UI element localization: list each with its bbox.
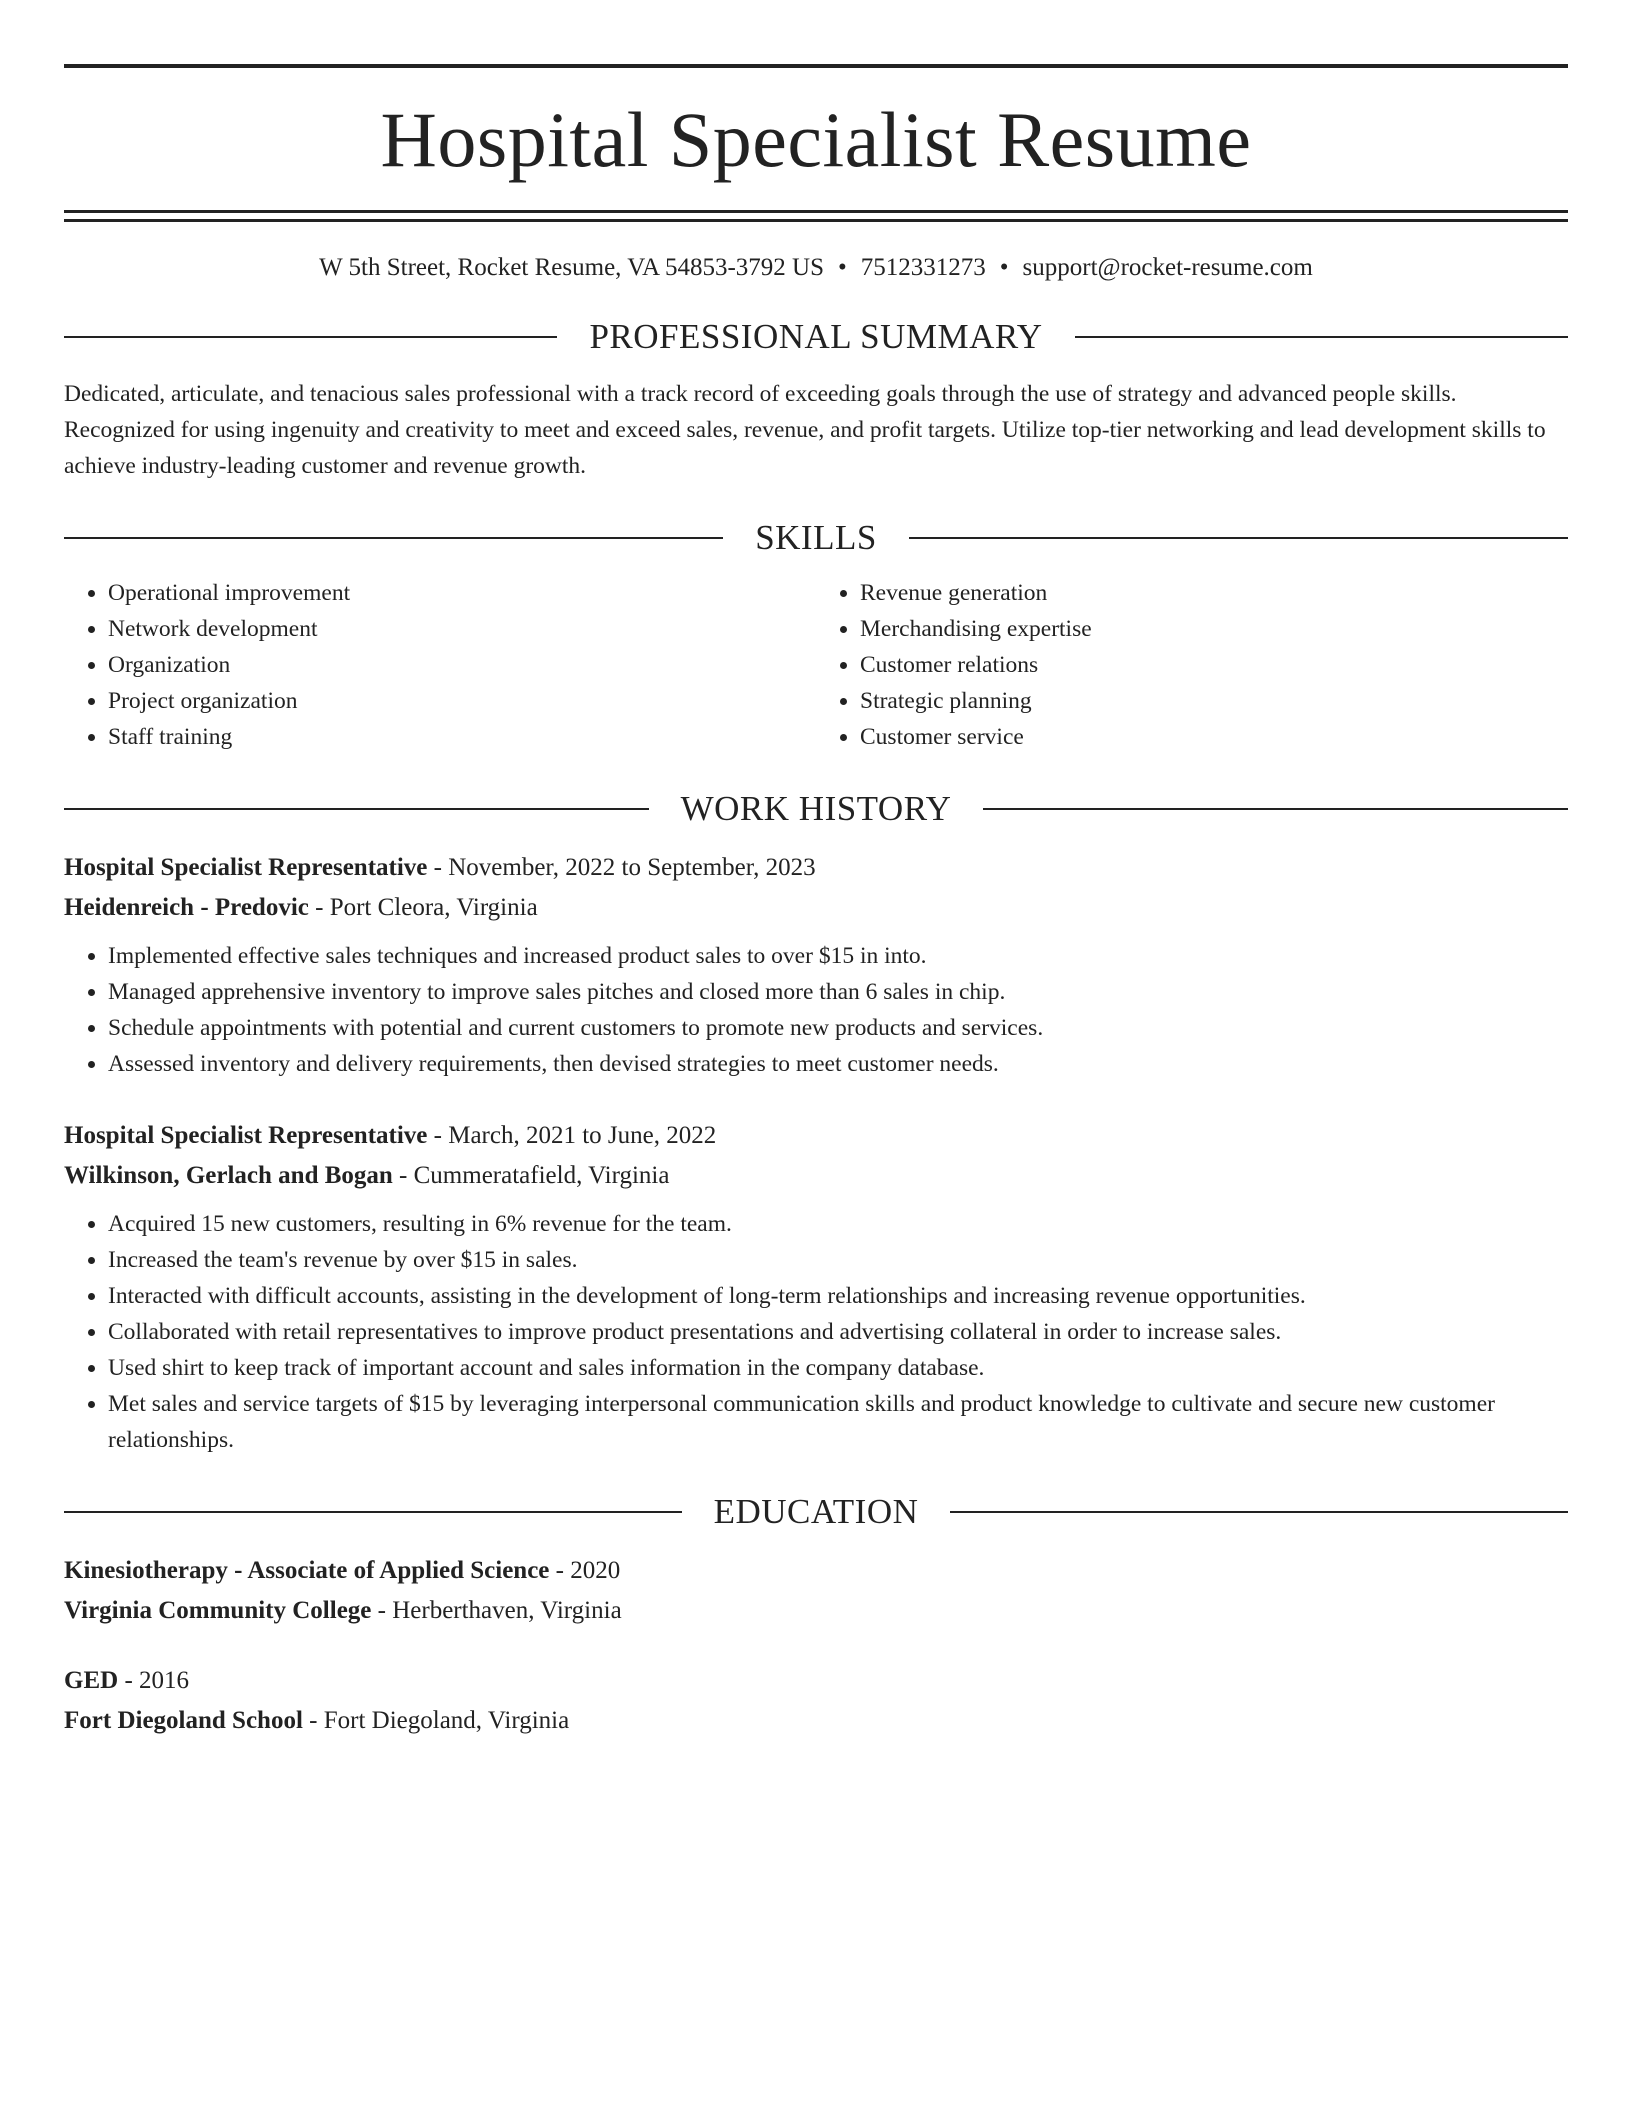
job-title: Hospital Specialist Representative: [64, 1122, 428, 1149]
heading-rule: [950, 1511, 1568, 1513]
skill-item: • Project organization: [108, 683, 816, 719]
job-bullets: [64, 938, 1568, 1082]
job-bullet: • Assessed inventory and delivery requirements, then devised strategies to meet customer needs.: [108, 1046, 1568, 1082]
heading-rule: [64, 1511, 682, 1513]
skill-item: • Revenue generation: [860, 575, 1568, 611]
job-bullet: • Used shirt to keep track of important account and sales information in the company database.: [108, 1350, 1568, 1386]
education-entry: [64, 1661, 1568, 1741]
skill-item: • Network development: [108, 611, 816, 647]
contact-phone: 7512331273: [860, 254, 986, 281]
top-rule: [64, 64, 1568, 68]
section-title: EDUCATION: [713, 1492, 919, 1531]
section-title: WORK HISTORY: [680, 789, 952, 828]
job-title-line: [64, 848, 1568, 888]
job-title-line: [64, 1116, 1568, 1156]
skill-item: • Merchandising expertise: [860, 611, 1568, 647]
job-bullet: • Increased the team's revenue by over $15 in sales.: [108, 1242, 1568, 1278]
job-entry: [64, 848, 1568, 1082]
contact-email: support@rocket-resume.com: [1022, 254, 1313, 281]
heading-rule: [64, 808, 649, 810]
dash: -: [308, 894, 330, 921]
job-entry: [64, 1116, 1568, 1458]
contact-separator: •: [838, 254, 847, 281]
section-title: SKILLS: [755, 518, 877, 557]
dash: -: [118, 1667, 140, 1694]
job-dates: March, 2021 to June, 2022: [448, 1122, 717, 1149]
job-bullet: • Acquired 15 new customers, resulting in 6% revenue for the team.: [108, 1206, 1568, 1242]
section-heading-skills: [64, 520, 1568, 555]
school-location: Fort Diegoland, Virginia: [323, 1707, 570, 1734]
job-company-line: [64, 1156, 1568, 1196]
school-line: [64, 1701, 1568, 1741]
job-bullet: • Met sales and service targets of $15 by leveraging interpersonal communication skills and product knowledge to cultivate and secure new customer relationships.: [108, 1386, 1568, 1458]
skill-item: • Organization: [108, 647, 816, 683]
school-name: Virginia Community College: [64, 1597, 372, 1624]
school-name: Fort Diegoland School: [64, 1707, 303, 1734]
heading-rule: [983, 808, 1568, 810]
section-heading-education: [64, 1494, 1568, 1529]
job-bullet: • Schedule appointments with potential and current customers to promote new products and services.: [108, 1010, 1568, 1046]
dash: -: [392, 1162, 414, 1189]
school-line: [64, 1591, 1568, 1631]
skills-column-left: [64, 575, 816, 755]
job-bullet: • Managed apprehensive inventory to improve sales pitches and closed more than 6 sales in chip.: [108, 974, 1568, 1010]
resume-page: [64, 64, 1568, 1741]
summary-text: Dedicated, articulate, and tenacious sales professional with a track record of exceeding goals through the use of strategy and advanced people skills. Recognized for using ingenuity and creativity to meet and exceed sales, revenue, and profit targets. Utilize top-tier networking and lead development skills to achieve industry-leading customer and revenue growth.: [64, 381, 1546, 479]
job-bullets: [64, 1206, 1568, 1458]
dash: -: [371, 1597, 393, 1624]
section-heading-work: [64, 791, 1568, 826]
job-company: Heidenreich - Predovic: [64, 894, 309, 921]
job-location: Port Cleora, Virginia: [329, 894, 538, 921]
contact-separator: •: [999, 254, 1009, 281]
title-double-rule: [64, 210, 1568, 222]
heading-rule: [64, 537, 723, 539]
job-dates: November, 2022 to September, 2023: [448, 854, 816, 881]
school-location: Herberthaven, Virginia: [392, 1597, 622, 1624]
job-company-line: [64, 888, 1568, 928]
section-title: PROFESSIONAL SUMMARY: [589, 317, 1043, 356]
skill-item: • Operational improvement: [108, 575, 816, 611]
skill-item: • Strategic planning: [860, 683, 1568, 719]
page-title: Hospital Specialist Resume: [380, 96, 1252, 183]
degree-line: [64, 1551, 1568, 1591]
degree-year: 2016: [139, 1667, 190, 1694]
degree-year: 2020: [570, 1557, 621, 1584]
job-title: Hospital Specialist Representative: [64, 854, 428, 881]
heading-rule: [1075, 336, 1568, 338]
skills-column-right: [816, 575, 1568, 755]
job-location: Cummeratafield, Virginia: [413, 1162, 670, 1189]
dash: -: [427, 1122, 449, 1149]
degree-name: GED: [64, 1667, 119, 1694]
skills-list: [64, 575, 1568, 755]
degree-name: Kinesiotherapy - Associate of Applied Science: [64, 1557, 550, 1584]
dash: -: [549, 1557, 571, 1584]
contact-line: [64, 253, 1568, 283]
dash: -: [302, 1707, 324, 1734]
job-bullet: • Interacted with difficult accounts, assisting in the development of long-term relationships and increasing revenue opportunities.: [108, 1278, 1568, 1314]
section-heading-summary: [64, 319, 1568, 354]
skill-item: • Staff training: [108, 719, 816, 755]
degree-line: [64, 1661, 1568, 1701]
dash: -: [427, 854, 449, 881]
job-company: Wilkinson, Gerlach and Bogan: [64, 1162, 393, 1189]
skill-item: • Customer service: [860, 719, 1568, 755]
job-bullet: • Collaborated with retail representatives to improve product presentations and advertising collateral in order to increase sales.: [108, 1314, 1568, 1350]
education-entry: [64, 1551, 1568, 1631]
heading-rule: [64, 336, 557, 338]
job-bullet: • Implemented effective sales techniques and increased product sales to over $15 in into.: [108, 938, 1568, 974]
contact-address: W 5th Street, Rocket Resume, VA 54853-3792 US: [319, 254, 825, 281]
heading-rule: [909, 537, 1568, 539]
skill-item: • Customer relations: [860, 647, 1568, 683]
